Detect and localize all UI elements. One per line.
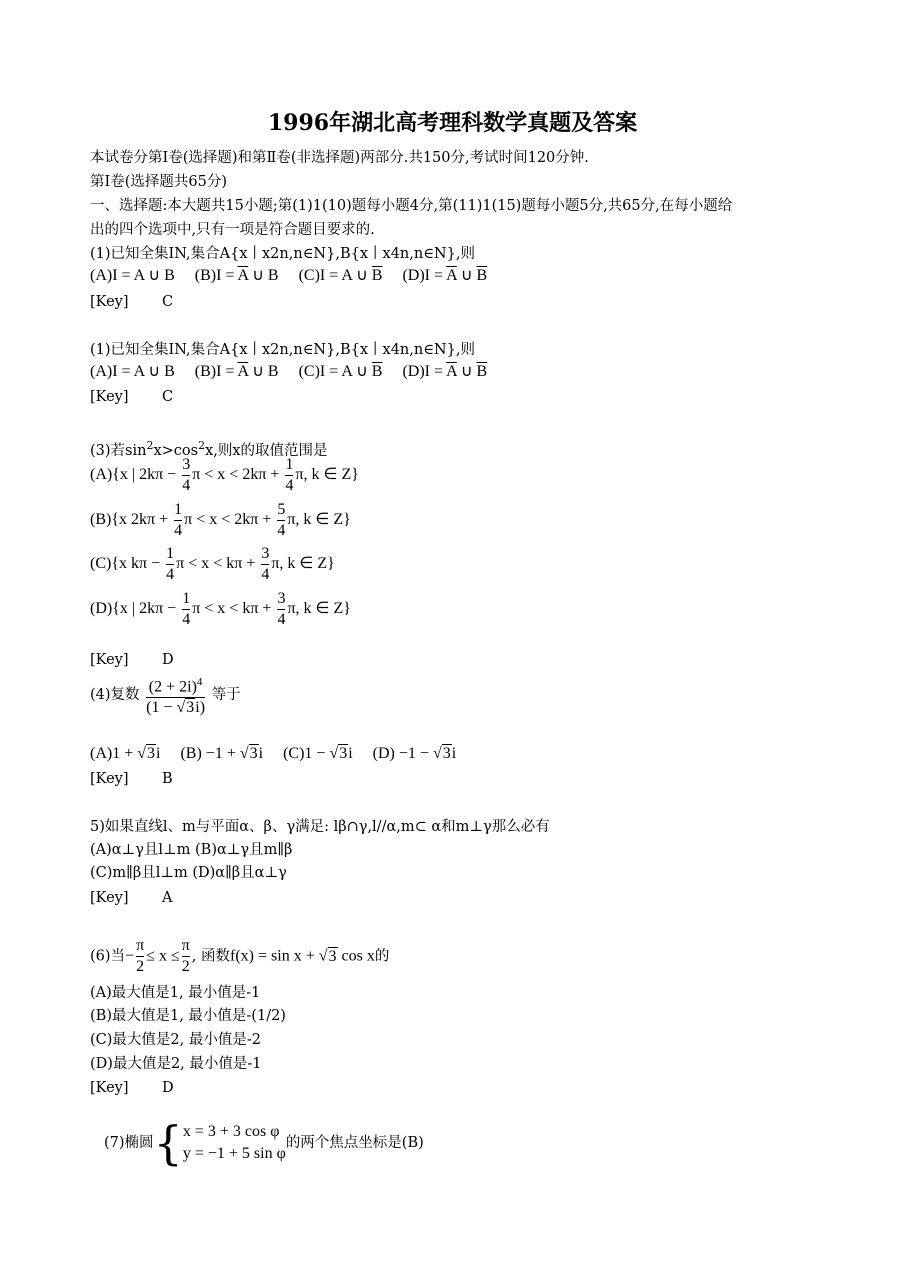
q1-options — [90, 266, 487, 286]
q6-option-c: (C)最大值是2, 最小值是-2 — [90, 1032, 261, 1048]
q6-answer: [Key] D — [90, 1080, 174, 1096]
q4-stem: (4)复数 $\frac{(2 + 2i)^4}{(1 - √3i)}$ 等于 — [90, 672, 241, 718]
q1-option-b: $(B)I = \overline{A}$ ∪ B — [194, 267, 279, 284]
q3-stem: (3)若$\sin^2x>\cos^2x$,则x的取值范围是 — [90, 439, 328, 459]
q2-answer: [Key] C — [90, 389, 174, 405]
q1-option-a: (A)I = A ∪ B — [90, 267, 175, 284]
q2-option-a: (A)I = A ∪ B — [90, 363, 175, 380]
q2-option-d: $(D)I = \overline{A}$ ∪ $\overline{B}$ — [402, 363, 488, 380]
q3-option-c: (C){x kπ − $\frac{1}{4}$ π < x < kπ + $\frac{3}{4}$ π, k ∈ Z} — [90, 545, 335, 583]
q4-fraction: $\frac{(2 + 2i)^4}{(1 - √3i)}$ — [146, 676, 206, 717]
q5-options-ab: (A)α⊥γ且l⊥m (B)α⊥γ且m∥β — [90, 842, 293, 858]
part-heading: 第Ⅰ卷(选择题共65分) — [90, 174, 227, 190]
q4-options — [90, 744, 456, 764]
q1-option-d: $(D)I = \overline{A}$ ∪ $\overline{B}$ — [402, 267, 488, 284]
q3-option-d: (D){x | 2kπ − $\frac{1}{4}$ π < x < kπ + $\frac{3}{4}$ π, k ∈ Z} — [90, 590, 351, 628]
q5-options-cd: (C)m∥β且l⊥m (D)α∥β且α⊥γ — [90, 865, 287, 881]
q4-option-c: (C)1 − √3i — [283, 745, 353, 762]
q3-option-a: (A){x | 2kπ − $\frac{3}{4}$ π < x < 2kπ + $\frac{1}{4}$ π, k ∈ Z} — [90, 456, 359, 494]
q4-option-d: (D) −1 − √3i — [372, 745, 457, 762]
q3-option-b: (B){x 2kπ + $\frac{1}{4}$ π < x < 2kπ + $\frac{5}{4}$ π, k ∈ Z} — [90, 501, 351, 539]
q6-option-b: (B)最大值是1, 最小值是-(1/2) — [90, 1008, 286, 1024]
section-instructions-2: 出的四个选项中,只有一项是符合题目要求的. — [90, 222, 375, 238]
q5-answer: [Key] A — [90, 890, 173, 906]
q7-stem: (7)椭圆{ x = 3 + 3 cos φ y = −1 + 5 sin φ 的两个焦点坐标是(B) — [104, 1116, 424, 1170]
q7-equations: x = 3 + 3 cos φ y = −1 + 5 sin φ — [182, 1123, 286, 1162]
q1-stem: (1)已知全集IN,集合A{x丨x2n,n∈N},B{x丨x4n,n∈N},则 — [90, 246, 475, 262]
q6-stem: (6)当− $\frac{\pi}{2}$ ≤ x ≤ $\frac{\pi}{2}$ , 函数f(x) = sin x + √3 cos x的 — [90, 937, 390, 975]
q5-stem: 5)如果直线l、m与平面α、β、γ满足: lβ∩γ,l//α,m⊂ α和m⊥γ那么必有 — [90, 819, 550, 835]
q6-option-d: (D)最大值是2, 最小值是-1 — [90, 1056, 262, 1072]
q3-answer: [Key] D — [90, 652, 174, 668]
intro-text: 本试卷分第Ⅰ卷(选择题)和第Ⅱ卷(非选择题)两部分.共150分,考试时间120分钟. — [90, 150, 589, 166]
section-instructions-1: 一、选择题:本大题共15小题;第(1)1(10)题每小题4分,第(11)1(15)题每小题5分,共65分,在每小题给 — [90, 198, 733, 214]
q2-stem: (1)已知全集IN,集合A{x丨x2n,n∈N},B{x丨x4n,n∈N},则 — [90, 342, 475, 358]
q4-answer: [Key] B — [90, 771, 173, 787]
q4-option-a: (A)1 + √3i — [90, 745, 161, 762]
q2-option-c: (C)I = A ∪ $\overline{B}$ — [298, 363, 383, 380]
page-title: 1996年湖北高考理科数学真题及答案 — [267, 110, 638, 136]
q2-option-b: $(B)I = \overline{A}$ ∪ B — [194, 363, 279, 380]
q2-options — [90, 362, 487, 382]
q6-function: f(x) = sin x + √3 cos x — [230, 947, 375, 965]
q4-option-b: (B) −1 + √3i — [180, 745, 264, 762]
q6-option-a: (A)最大值是1, 最小值是-1 — [90, 985, 261, 1001]
q1-option-c: (C)I = A ∪ $\overline{B}$ — [298, 267, 383, 284]
q1-answer: [Key] C — [90, 294, 174, 310]
